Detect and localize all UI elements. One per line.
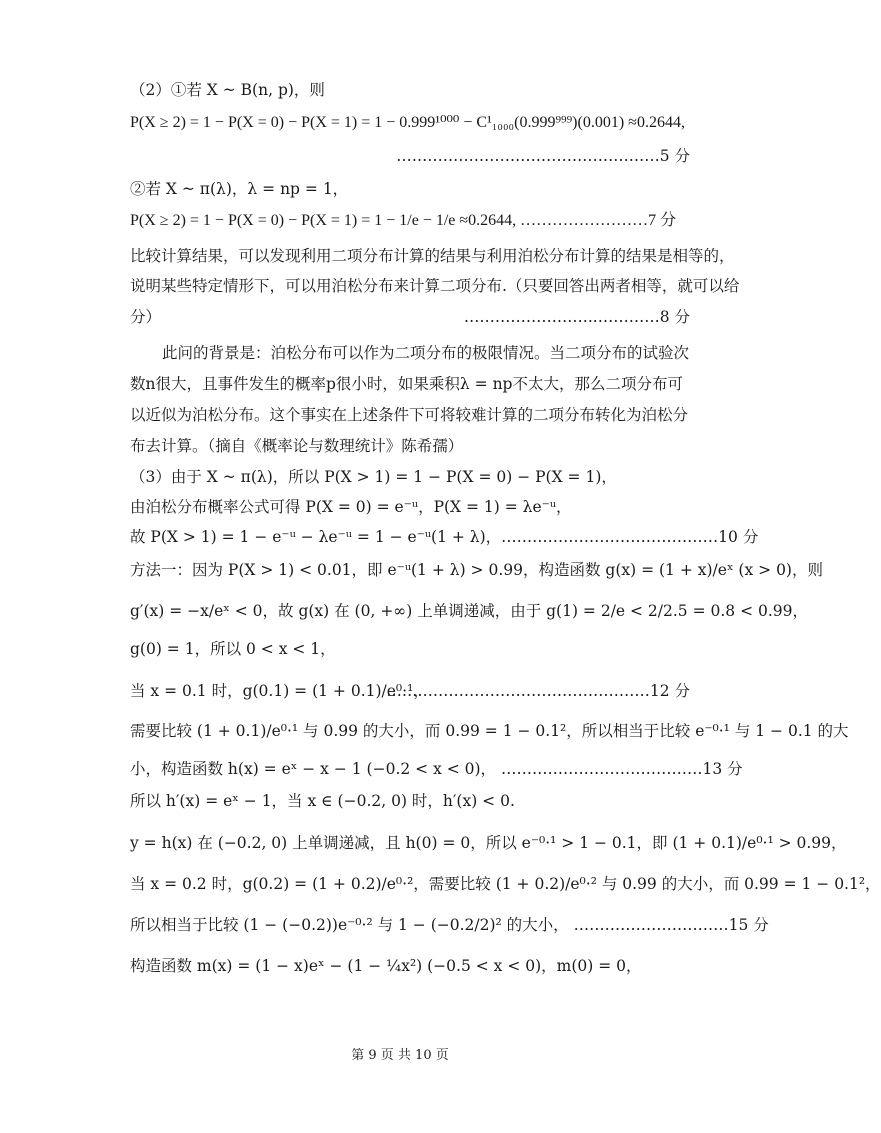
- text-line-compare-1: 比较计算结果，可以发现利用二项分布计算的结果与利用泊松分布计算的结果是相等的，: [130, 247, 735, 265]
- text-line-compare-point1: 需要比较 (1 + 0.1)/e⁰·¹ 与 0.99 的大小，而 0.99 = 1 − 0.1²，所以相当于比较 e⁻⁰·¹ 与 1 − 0.1 的大: [130, 722, 849, 740]
- formula-poisson: P(X ≥ 2) = 1 − P(X = 0) − P(X = 1) = 1 − 1/e − 1/e ≈0.2644, ……………………7 分: [130, 212, 677, 229]
- text-line-method-one: 方法一：因为 P(X > 1) < 0.01，即 e⁻ᵘ(1 + λ) > 0.99，构造函数 g(x) = (1 + x)/eˣ (x > 0)，则: [130, 561, 823, 579]
- text-line-g-zero: g(0) = 1，所以 0 < x < 1，: [130, 640, 336, 658]
- text-line-h-decreasing: y = h(x) 在 (−0.2, 0) 上单调递减，且 h(0) = 0，所以 e⁻⁰·¹ > 1 − 0.1，即 (1 + 0.1)/e⁰·¹ > 0.99，: [130, 834, 847, 852]
- score-12: ……………………………………………12 分: [386, 682, 690, 700]
- background-paragraph: 此问的背景是：泊松分布可以作为二项分布的极限情况。当二项分布的试验次数n很大，且事件发生的概率p很小时，如果乘积λ = np不太大，那么二项分布可以近似为泊松分布。这个事实在上述条件下可将较难计算的二项分布转化为泊松分布去计算。（摘自《概率论与数理统计》陈希孺）: [130, 344, 690, 455]
- text-line-m-function: 构造函数 m(x) = (1 − x)eˣ − (1 − ¼x²) (−0.5 < x < 0)，m(0) = 0，: [130, 957, 642, 975]
- text-line-g-point2: 当 x = 0.2 时，g(0.2) = (1 + 0.2)/e⁰·²，需要比较 (1 + 0.2)/e⁰·² 与 0.99 的大小，而 0.99 = 1 − 0.1²，: [130, 875, 881, 893]
- text-line-h-derivative: 所以 h′(x) = eˣ − 1，当 x ∈ (−0.2, 0) 时，h′(x) < 0.: [130, 792, 515, 810]
- text-line-poisson-intro: ②若 X ~ π(λ)，λ = np = 1，: [130, 180, 349, 198]
- score-8: ……………………..…………8 分: [463, 308, 690, 326]
- text-line-part2-intro: （2）①若 X ~ B(n, p)，则: [130, 81, 325, 99]
- text-line-poisson-formula: 由泊松分布概率公式可得 P(X = 0) = e⁻ᵘ，P(X = 1) = λe⁻ᵘ，: [130, 498, 572, 516]
- page-footer: 第 9 页 共 10 页: [351, 1048, 449, 1063]
- formula-p-greater-1: 故 P(X > 1) = 1 − e⁻ᵘ − λe⁻ᵘ = 1 − e⁻ᵘ(1 + λ)，……………………………………10 分: [130, 528, 759, 546]
- text-line-derivative-g: g′(x) = −x/eˣ < 0，故 g(x) 在 (0, +∞) 上单调递减，由于 g(1) = 2/e < 2/2.5 = 0.8 < 0.99，: [130, 602, 809, 620]
- text-line-compare-2: 说明某些特定情形下，可以用泊松分布来计算二项分布.（只要回答出两者相等，就可以给: [130, 277, 740, 295]
- text-line-compare-3: 分）: [130, 308, 162, 326]
- formula-binomial: P(X ≥ 2) = 1 − P(X = 0) − P(X = 1) = 1 − 0.999¹⁰⁰⁰ − C¹₁₀₀₀(0.999⁹⁹⁹)(0.001) ≈0.2644,: [130, 114, 685, 131]
- text-line-g-point1: 当 x = 0.1 时，g(0.1) = (1 + 0.1)/e⁰·¹，: [130, 682, 429, 700]
- score-5: ……………………………………………5 分: [396, 147, 690, 165]
- text-line-part3-intro: （3）由于 X ~ π(λ)，所以 P(X > 1) = 1 − P(X = 0) − P(X = 1)，: [130, 468, 617, 486]
- text-line-h-function: 小，构造函数 h(x) = eˣ − x − 1 (−0.2 < x < 0)， …………………………………13 分: [130, 760, 743, 778]
- text-line-compare-point2: 所以相当于比较 (1 − (−0.2))e⁻⁰·² 与 1 − (−0.2/2)² 的大小， …………………………15 分: [130, 916, 769, 934]
